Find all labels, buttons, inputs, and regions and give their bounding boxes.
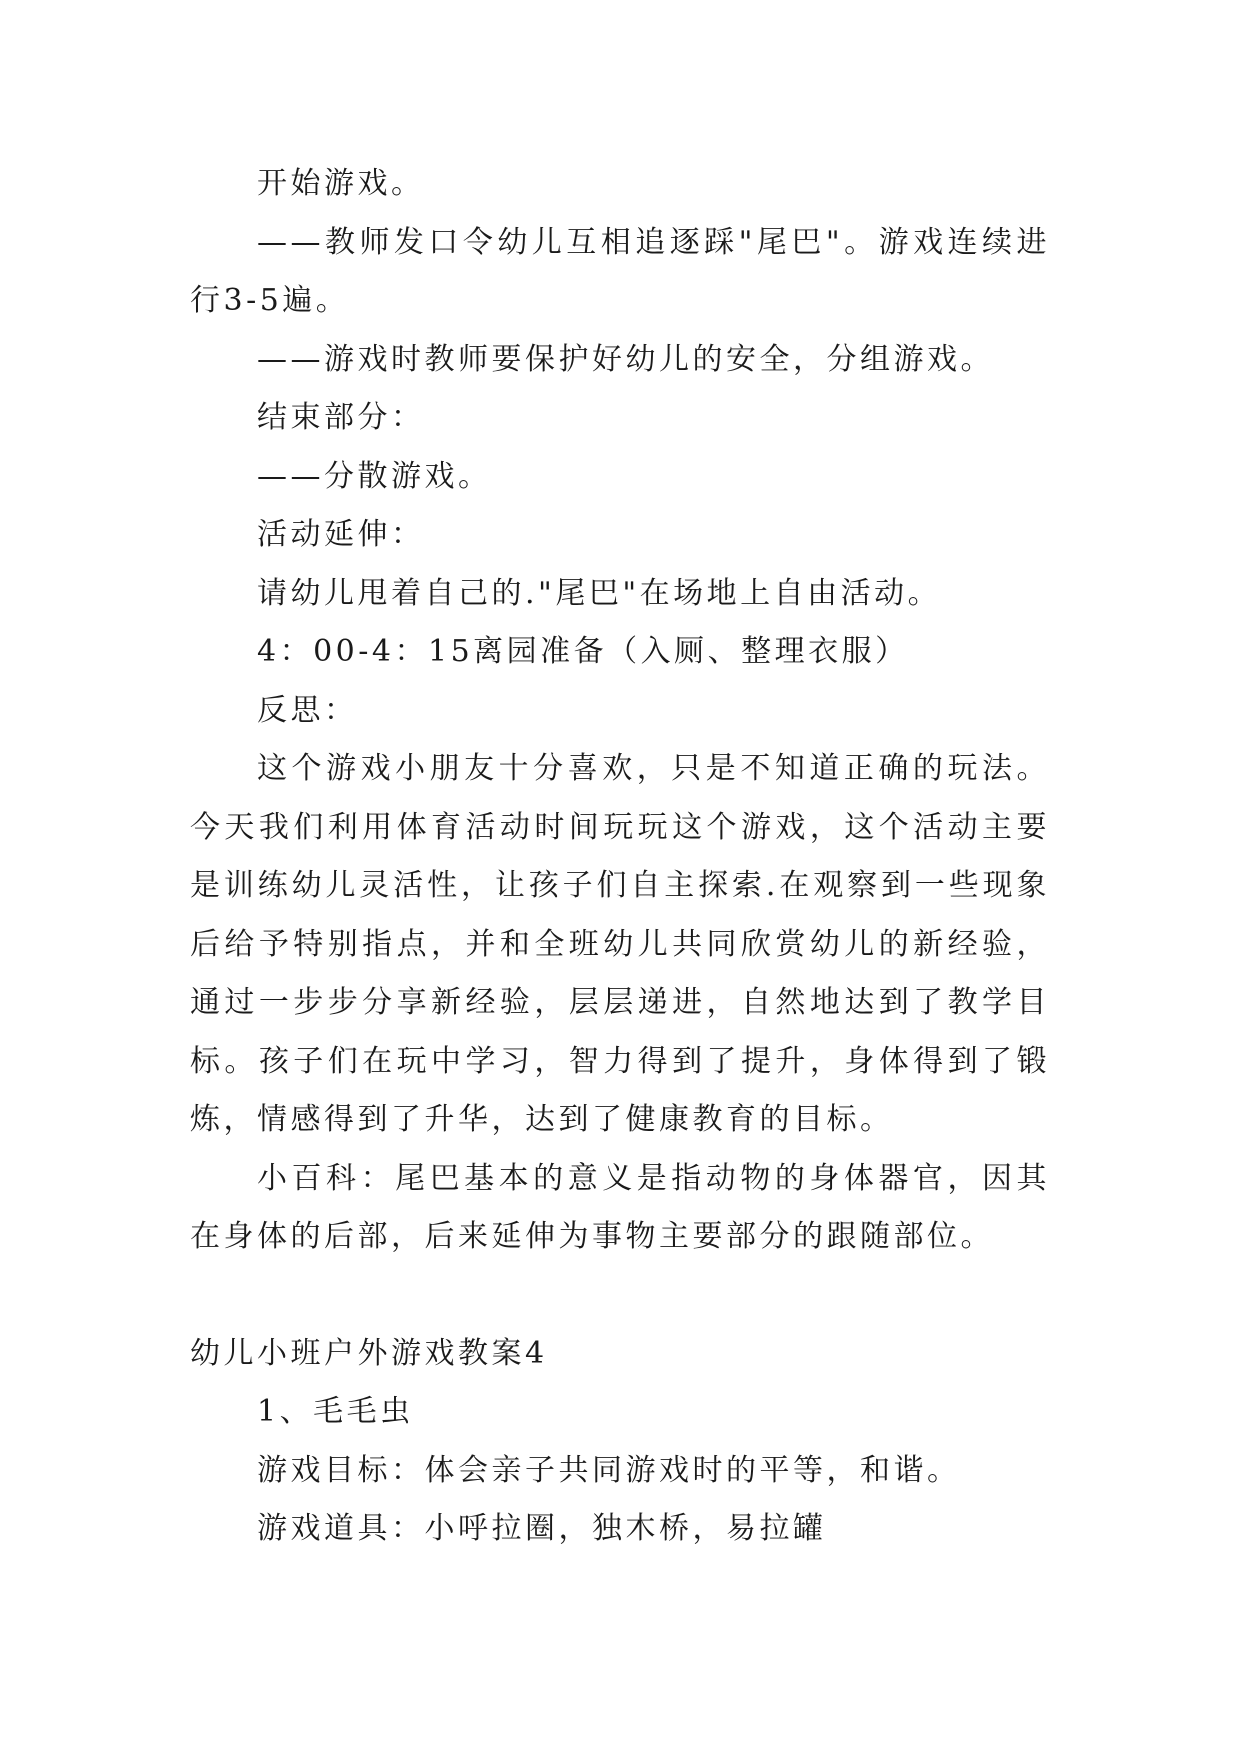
- paragraph: 4：00-4：15离园准备（入厕、整理衣服）: [257, 634, 909, 669]
- paragraph: 开始游戏。: [257, 166, 425, 201]
- paragraph: 小百科：尾巴基本的意义是指动物的身体器官，因其在身体的后部，后来延伸为事物主要部分的跟随部位。: [190, 1160, 1050, 1254]
- paragraph: 反思：: [257, 692, 358, 728]
- paragraph: 游戏目标：体会亲子共同游戏时的平等，和谐。: [257, 1452, 961, 1488]
- paragraph: 这个游戏小朋友十分喜欢，只是不知道正确的玩法。今天我们利用体育活动时间玩玩这个游戏，这个活动主要是训练幼儿灵活性，让孩子们自主探索.在观察到一些现象后给予特别指点，并和全班幼儿共同欣赏幼儿的新经验，通过一步步分享新经验，层层递进，自然地达到了教学目标。孩子们在玩中学习，智力得到了提升，身体得到了锻炼，情感得到了升华，达到了健康教育的目标。: [190, 751, 1050, 1137]
- paragraph: 活动延伸：: [257, 517, 425, 552]
- section-heading: 幼儿小班户外游戏教案4: [190, 1335, 548, 1371]
- paragraph: ——游戏时教师要保护好幼儿的安全，分组游戏。: [257, 341, 994, 377]
- paragraph: ——教师发口令幼儿互相追逐踩"尾巴"。游戏连续进行3-5遍。: [190, 224, 1050, 318]
- paragraph: ——分散游戏。: [257, 458, 492, 494]
- paragraph: 请幼儿甩着自己的."尾巴"在场地上自由活动。: [257, 575, 942, 611]
- paragraph: 游戏道具：小呼拉圈，独木桥，易拉罐: [257, 1511, 827, 1546]
- paragraph: 结束部分：: [257, 400, 425, 435]
- document-body: [190, 155, 1050, 1559]
- paragraph: 1、毛毛虫: [257, 1394, 414, 1429]
